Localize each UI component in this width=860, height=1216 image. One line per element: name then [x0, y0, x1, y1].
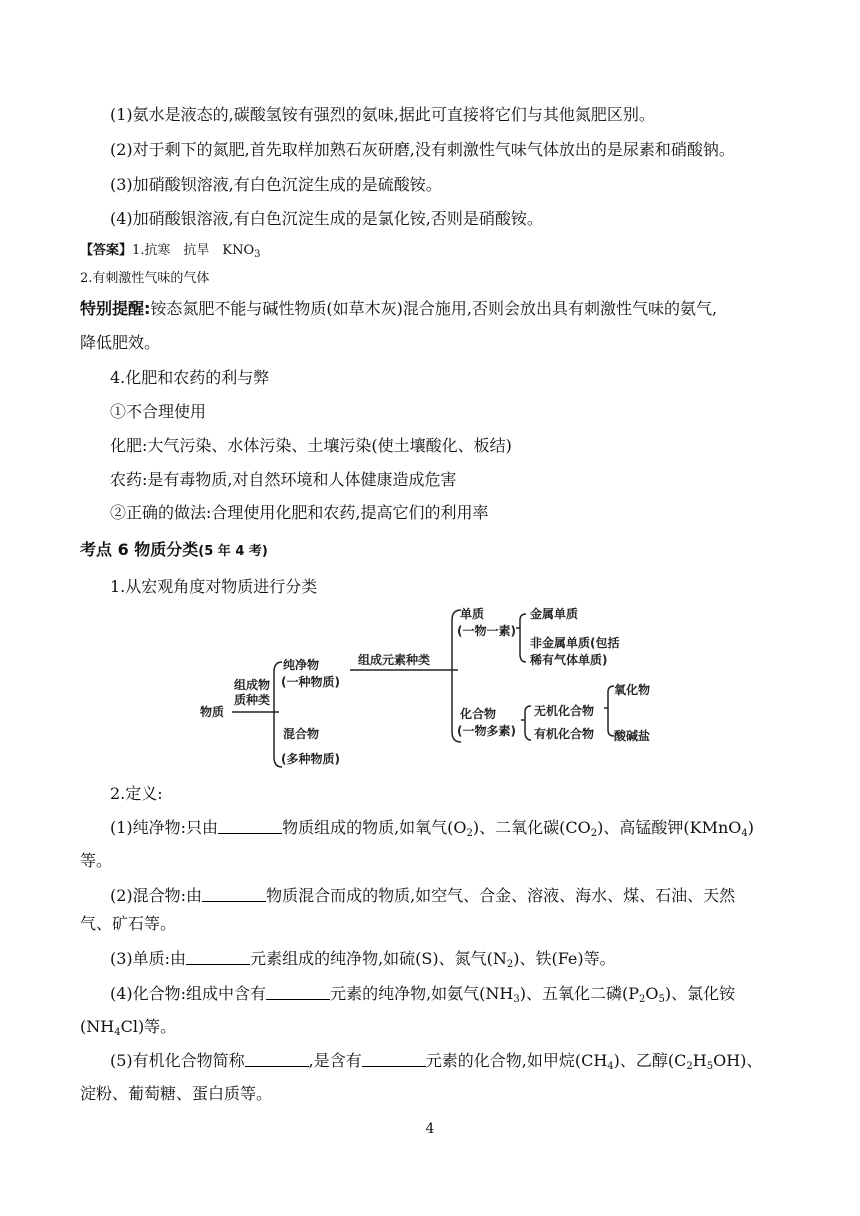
text-span: O [645, 984, 659, 1003]
node-wuzhi: 物质 [200, 705, 225, 719]
text-span: 元素组成的纯净物,如硫(S)、氮气(N [250, 949, 507, 968]
text-span: ,是含有 [308, 1051, 362, 1070]
fill-blank[interactable] [362, 1052, 426, 1067]
text-span: ) [747, 818, 754, 837]
text-span: 物质组成的物质,如氧气(O [282, 818, 467, 837]
node-yiwu-duosu: (一物多素) [457, 724, 516, 738]
text-span: (3)单质:由 [110, 949, 187, 968]
tip-text: 铵态氮肥不能与碱性物质(如草木灰)混合施用,否则会放出具有刺激性气味的氨气, [150, 299, 718, 318]
node-feijinshu-danzhi: 非金属单质(包括 [530, 636, 620, 650]
subscript: 5 [658, 994, 665, 1005]
node-suanjianyan: 酸碱盐 [614, 729, 651, 743]
section-title: 1.从宏观角度对物质进行分类 [110, 577, 318, 596]
text-span: )、高锰酸钾(KMnO [597, 818, 742, 837]
definition-line [110, 1051, 790, 1071]
text-span: H [692, 1051, 707, 1070]
kaodian-title: 考点 6 物质分类 [80, 540, 199, 559]
classification-diagram [190, 600, 670, 772]
fill-blank[interactable] [266, 985, 330, 1000]
text-span: 物质混合而成的物质,如空气、合金、溶液、海水、煤、石油、天然 [266, 886, 736, 905]
text-line: (1)氨水是液态的,碳酸氢铵有强烈的氨味,据此可直接将它们与其他氮肥区别。 [110, 105, 655, 124]
subscript: 2 [639, 994, 646, 1005]
kaodian-heading [80, 540, 790, 562]
text-span: 元素的纯净物,如氨气(NH [330, 984, 514, 1003]
node-hunhewu: 混合物 [283, 727, 320, 741]
subscript: 4 [114, 1027, 121, 1038]
subscript: 3 [513, 994, 520, 1005]
subscript: 4 [741, 828, 748, 839]
node-danzhi: 单质 [460, 607, 485, 621]
definition-line: 气、矿石等。 [80, 914, 177, 933]
subscript: 2 [506, 959, 514, 970]
node-youji-huahewu: 有机化合物 [534, 727, 595, 741]
fill-blank[interactable] [218, 819, 282, 834]
node-xiyou-qiti: 稀有气体单质) [530, 653, 608, 667]
text-span: )、二氧化碳(CO [472, 818, 591, 837]
subscript: 4 [607, 1061, 614, 1072]
tip-line: 降低肥效。 [80, 333, 161, 352]
node-yiwu-yisu: (一物一素) [457, 624, 516, 638]
text-span: )、乙醇(C [613, 1051, 687, 1070]
text-span: OH)、 [713, 1051, 763, 1070]
text-span: (4)化合物:组成中含有 [110, 984, 267, 1003]
text-span: (5)有机化合物简称 [110, 1051, 245, 1070]
text-line: 化肥:大气污染、水体污染、土壤污染(使土壤酸化、板结) [110, 436, 512, 455]
text-span: 元素的化合物,如甲烷(CH [425, 1051, 608, 1070]
text-line: (4)加硝酸银溶液,有白色沉淀生成的是氯化铵,否则是硝酸铵。 [110, 209, 543, 228]
text-line: ②正确的做法:合理使用化肥和农药,提高它们的利用率 [110, 503, 489, 522]
text-span: Cl)等。 [120, 1017, 177, 1036]
section-title: 2.定义: [110, 784, 163, 803]
text-line: (2)对于剩下的氮肥,首先取样加熟石灰研磨,没有刺激性气味气体放出的是尿素和硝酸钠。 [110, 140, 735, 159]
text-span: (NH [80, 1017, 115, 1036]
definition-line [110, 949, 790, 969]
text-span: (2)混合物:由 [110, 886, 203, 905]
answer-line [80, 241, 790, 261]
node-yanghuawu: 氧化物 [614, 683, 651, 697]
node-wuji-huahewu: 无机化合物 [534, 704, 595, 718]
text-span: )、五氧化二磷(P [519, 984, 639, 1003]
node-yizhong-wuzhi: (一种物质) [281, 675, 340, 689]
node-huahewu: 化合物 [460, 707, 497, 721]
tip-line [80, 299, 790, 319]
definition-line: 淀粉、葡萄糖、蛋白质等。 [80, 1084, 273, 1103]
node-jinshu-danzhi: 金属单质 [530, 607, 579, 621]
text-span: )、铁(Fe)等。 [513, 949, 616, 968]
definition-line [80, 1017, 790, 1037]
answer-text: 1.抗寒 抗旱 KNO [132, 243, 255, 258]
subscript: 2 [466, 828, 473, 839]
kaodian-frequency: (5 年 4 考) [198, 544, 268, 559]
text-line: (3)加硝酸钡溶液,有白色沉淀生成的是硫酸铵。 [110, 175, 442, 194]
node-zhizhong-lei: 质种类 [234, 693, 271, 707]
definition-line [110, 886, 790, 906]
text-span: (1)纯净物:只由 [110, 818, 219, 837]
text-line: ①不合理使用 [110, 402, 207, 421]
tip-label: 特别提醒: [80, 299, 151, 318]
fill-blank[interactable] [186, 950, 250, 965]
section-title: 4.化肥和农药的利与弊 [110, 368, 270, 387]
node-zucheng-wuzhi: 组成物 [234, 678, 271, 692]
subscript: 2 [686, 1061, 693, 1072]
fill-blank[interactable] [202, 887, 266, 902]
node-duozhong-wuzhi: (多种物质) [281, 752, 340, 766]
text-line: 农药:是有毒物质,对自然环境和人体健康造成危害 [110, 470, 457, 489]
subscript: 5 [706, 1061, 714, 1072]
definition-line [110, 984, 790, 1004]
definition-line: 等。 [80, 851, 113, 870]
fill-blank[interactable] [245, 1052, 309, 1067]
subscript: 3 [254, 249, 261, 260]
answer-line: 2.有刺激性气味的气体 [80, 271, 210, 286]
definition-line [110, 818, 790, 838]
node-chunjingwu: 纯净物 [283, 658, 320, 672]
answer-label: 【答案】 [80, 243, 133, 258]
subscript: 2 [590, 828, 598, 839]
node-zucheng-yuansu: 组成元素种类 [358, 653, 431, 667]
page-number: 4 [425, 1121, 435, 1137]
text-span: )、氯化铵 [664, 984, 736, 1003]
